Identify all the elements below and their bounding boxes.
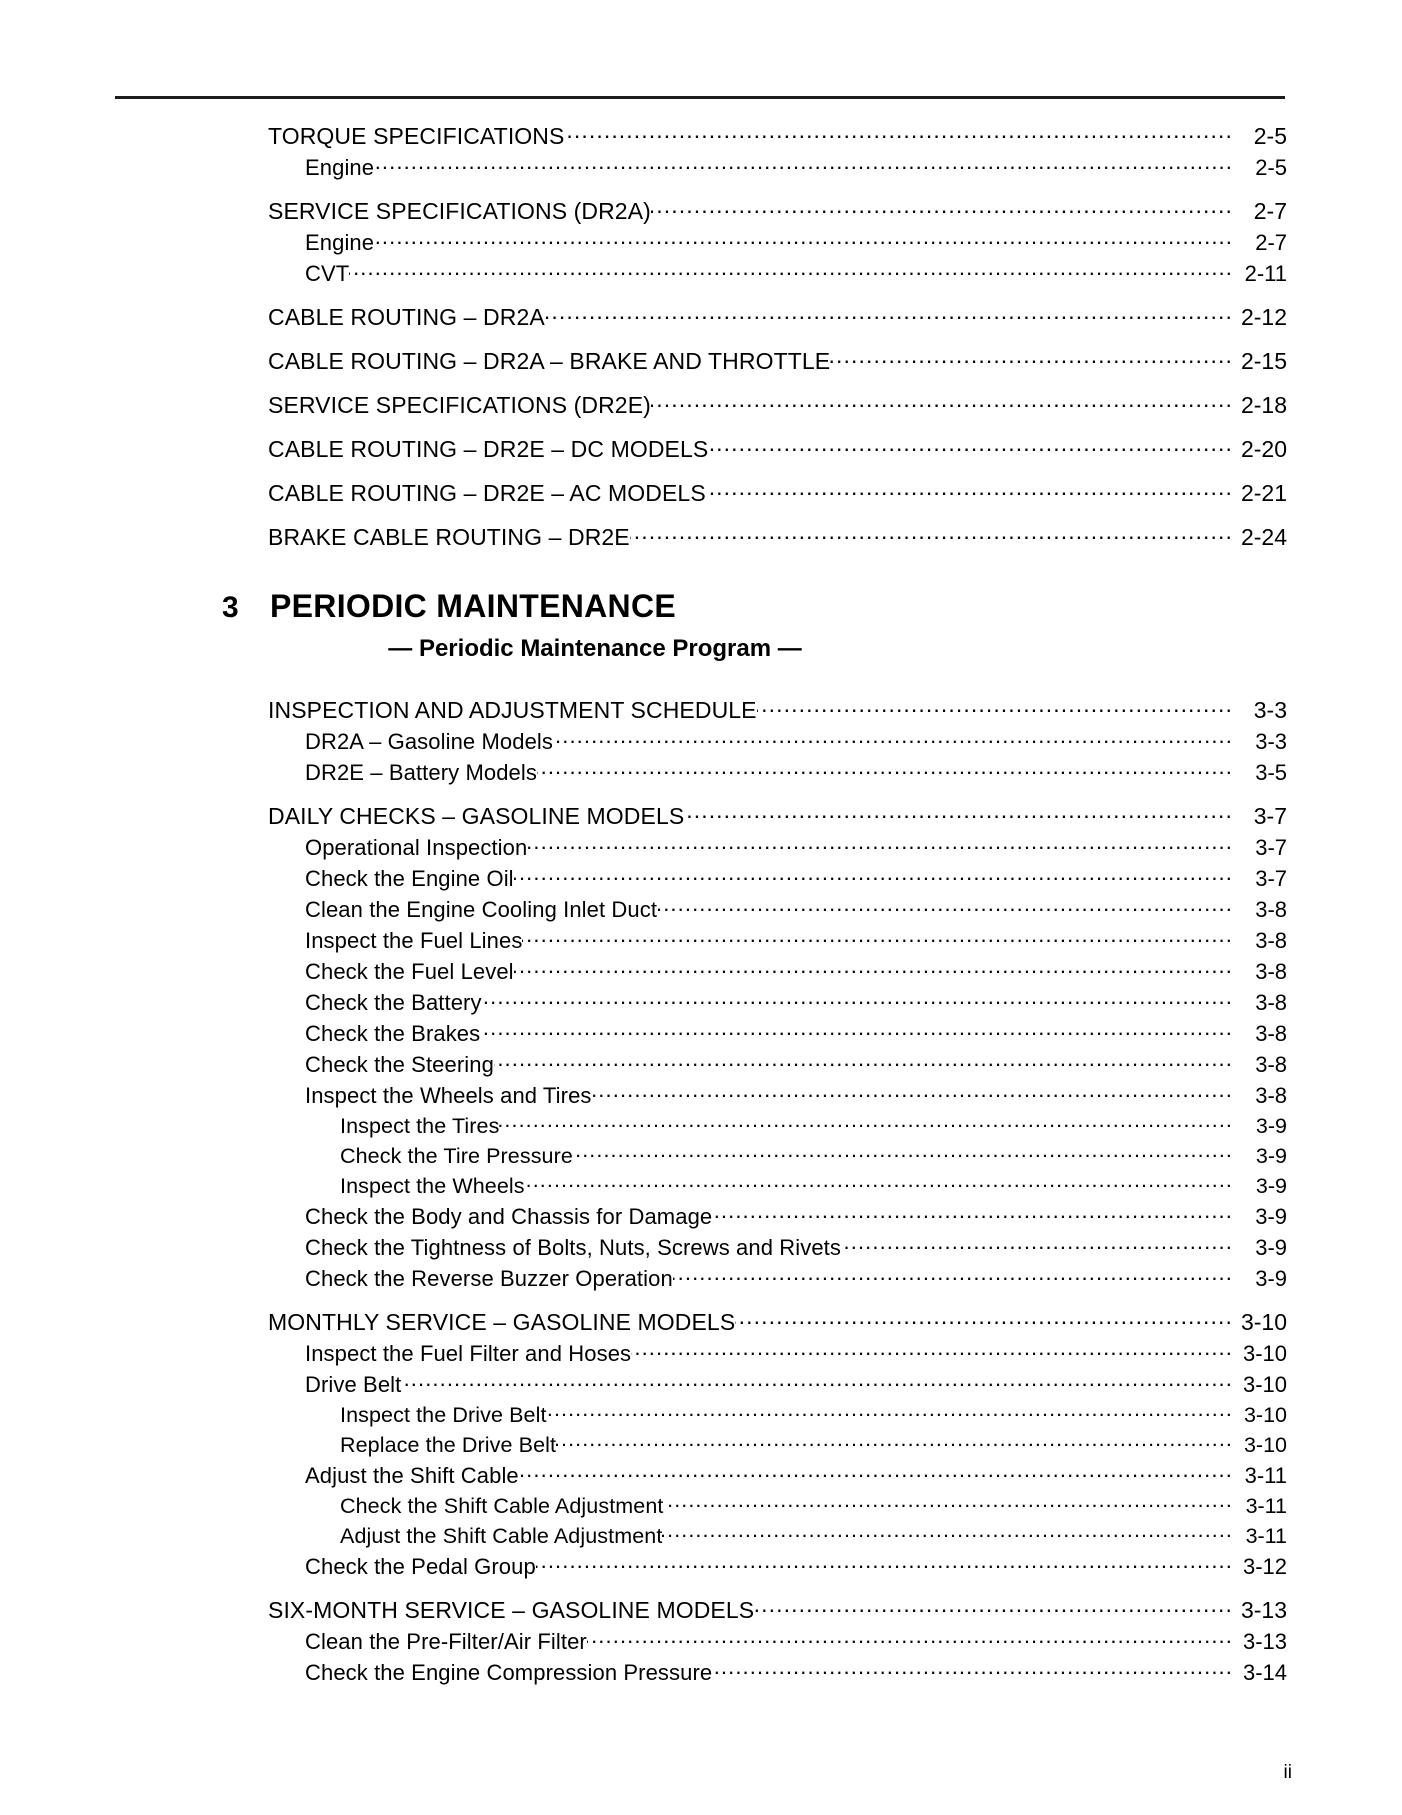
toc-entry-label: Clean the Pre-Filter/Air Filter [305, 1629, 587, 1654]
footer-page-number: ii [1283, 1762, 1292, 1783]
toc-entry-label: Check the Reverse Buzzer Operation [305, 1266, 673, 1291]
toc-entry-label: CABLE ROUTING – DR2E – AC MODELS [268, 480, 706, 506]
toc-entry-label: DR2A – Gasoline Models [305, 729, 553, 754]
toc-entry-label: Check the Engine Compression Pressure [305, 1660, 713, 1685]
toc-entry[interactable] [0, 198, 1402, 225]
toc-entry-label: BRAKE CABLE ROUTING – DR2E [268, 524, 630, 550]
toc-entry[interactable] [0, 835, 1402, 861]
header-rule [115, 96, 1285, 99]
toc-leader-dots [706, 485, 1233, 501]
toc-entry-page-number: 3-8 [1255, 897, 1287, 922]
toc-entry-label: Engine [305, 230, 375, 255]
toc-entry-page-number: 2-24 [1240, 524, 1287, 550]
toc-entry[interactable] [0, 959, 1402, 985]
toc-leader-dots [482, 994, 1233, 1010]
toc-leader-dots [480, 1025, 1233, 1041]
toc-entry-page-number: 3-3 [1253, 697, 1287, 723]
toc-entry-page-number: 2-11 [1244, 261, 1287, 286]
toc-entry-page-number: 3-5 [1255, 760, 1287, 785]
toc-entry[interactable] [0, 1052, 1402, 1078]
toc-entry[interactable] [0, 1629, 1402, 1655]
toc-leader-dots [537, 764, 1233, 780]
toc-entry-page-number: 3-12 [1242, 1554, 1287, 1579]
chapter-subtitle: — Periodic Maintenance Program — [388, 635, 802, 662]
toc-entry-label: DR2E – Battery Models [305, 760, 537, 785]
toc-leader-dots [592, 1087, 1233, 1103]
toc-entry[interactable] [0, 1463, 1402, 1489]
toc-entry[interactable] [0, 1372, 1402, 1398]
toc-entry-label: SIX-MONTH SERVICE – GASOLINE MODELS [268, 1597, 755, 1623]
toc-entry-page-number: 2-21 [1240, 480, 1287, 506]
toc-leader-dots [545, 309, 1233, 325]
toc-leader-dots [564, 128, 1233, 144]
toc-entry[interactable] [0, 1235, 1402, 1261]
toc-entry-label: Check the Engine Oil [305, 866, 514, 891]
toc-entry-page-number: 2-12 [1240, 304, 1287, 330]
toc-leader-dots [374, 159, 1233, 175]
toc-entry[interactable] [0, 803, 1402, 830]
toc-entry-page-number: 3-10 [1243, 1403, 1287, 1427]
toc-leader-dots [651, 397, 1233, 413]
toc-entry[interactable] [0, 1174, 1402, 1199]
toc-entry-label: Inspect the Fuel Filter and Hoses [305, 1341, 632, 1366]
toc-entry-page-number: 3-11 [1245, 1494, 1287, 1518]
toc-entry[interactable] [0, 1309, 1402, 1336]
toc-leader-dots [547, 1406, 1233, 1422]
toc-leader-dots [527, 839, 1233, 855]
toc-entry-page-number: 3-11 [1245, 1524, 1287, 1548]
chapter-number: 3 [222, 591, 239, 624]
toc-entry[interactable] [0, 1021, 1402, 1047]
toc-entry-label: CVT [305, 261, 350, 286]
toc-entry-page-number: 3-9 [1255, 1174, 1287, 1198]
toc-entry[interactable] [0, 261, 1402, 287]
toc-entry[interactable] [0, 1341, 1402, 1367]
toc-leader-dots [374, 234, 1233, 250]
table-of-contents [0, 118, 1402, 1686]
toc-entry-page-number: 3-8 [1255, 1083, 1287, 1108]
toc-entry[interactable] [0, 1554, 1402, 1580]
toc-leader-dots [657, 901, 1233, 917]
toc-entry[interactable] [0, 928, 1402, 954]
toc-leader-dots [664, 1497, 1234, 1513]
toc-entry-label: CABLE ROUTING – DR2A – BRAKE AND THROTTLE [268, 348, 831, 374]
toc-section-chapter-3 [0, 697, 1402, 1686]
toc-entry-page-number: 3-10 [1240, 1309, 1287, 1335]
toc-entry-page-number: 3-10 [1242, 1341, 1287, 1366]
toc-entry-label: CABLE ROUTING – DR2E – DC MODELS [268, 436, 709, 462]
toc-leader-dots [712, 1208, 1233, 1224]
toc-entry-page-number: 3-14 [1242, 1660, 1287, 1685]
toc-entry[interactable] [0, 1266, 1402, 1292]
toc-leader-dots [757, 702, 1233, 718]
toc-entry-page-number: 3-9 [1255, 1204, 1287, 1229]
toc-entry[interactable] [0, 348, 1402, 375]
chapter-heading-periodic-maintenance [0, 588, 1402, 683]
toc-entry[interactable] [0, 392, 1402, 419]
toc-entry-label: Check the Steering [305, 1052, 494, 1077]
toc-entry-label: CABLE ROUTING – DR2A [268, 304, 545, 330]
toc-leader-dots [684, 808, 1233, 824]
toc-leader-dots [841, 1239, 1233, 1255]
toc-entry[interactable] [0, 697, 1402, 724]
toc-entry-page-number: 2-5 [1255, 155, 1287, 180]
toc-entry-page-number: 3-8 [1255, 1021, 1287, 1046]
toc-entry-label: DAILY CHECKS – GASOLINE MODELS [268, 803, 685, 829]
toc-entry-page-number: 3-13 [1240, 1597, 1287, 1623]
toc-entry[interactable] [0, 1433, 1402, 1458]
toc-leader-dots [536, 1558, 1233, 1574]
toc-leader-dots [630, 529, 1233, 545]
toc-entry-page-number: 2-20 [1240, 436, 1287, 462]
toc-entry-label: Inspect the Fuel Lines [305, 928, 523, 953]
toc-leader-dots [494, 1056, 1233, 1072]
toc-entry-label: Check the Fuel Level [305, 959, 514, 984]
toc-entry-label: Check the Tightness of Bolts, Nuts, Screws and Rivets [305, 1235, 841, 1260]
toc-entry-label: Check the Battery [305, 990, 482, 1015]
toc-entry-label: Check the Pedal Group [305, 1554, 536, 1579]
toc-entry[interactable] [0, 990, 1402, 1016]
toc-leader-dots [519, 1467, 1233, 1483]
toc-leader-dots [712, 1664, 1233, 1680]
toc-entry[interactable] [0, 480, 1402, 507]
toc-entry-page-number: 3-3 [1255, 729, 1287, 754]
toc-entry[interactable] [0, 1204, 1402, 1230]
toc-entry-label: Replace the Drive Belt [340, 1433, 557, 1457]
toc-entry-page-number: 3-8 [1255, 1052, 1287, 1077]
toc-entry-page-number: 3-8 [1255, 928, 1287, 953]
toc-entry-page-number: 3-13 [1242, 1629, 1287, 1654]
toc-entry-label: Adjust the Shift Cable Adjustment [340, 1524, 663, 1548]
toc-entry[interactable] [0, 1114, 1402, 1139]
toc-entry[interactable] [0, 304, 1402, 331]
toc-entry[interactable] [0, 155, 1402, 181]
toc-entry-label: SERVICE SPECIFICATIONS (DR2E) [268, 392, 651, 418]
toc-leader-dots [499, 1117, 1233, 1133]
toc-leader-dots [522, 932, 1233, 948]
toc-entry-page-number: 3-9 [1255, 1114, 1287, 1138]
toc-entry-page-number: 3-8 [1255, 990, 1287, 1015]
toc-entry-label: MONTHLY SERVICE – GASOLINE MODELS [268, 1309, 736, 1335]
toc-leader-dots [708, 441, 1233, 457]
toc-entry-label: Inspect the Wheels and Tires [305, 1083, 592, 1108]
toc-entry-label: Operational Inspection [305, 835, 528, 860]
toc-entry[interactable] [0, 1660, 1402, 1686]
toc-entry[interactable] [0, 729, 1402, 755]
toc-entry[interactable] [0, 1524, 1402, 1549]
toc-leader-dots [349, 265, 1233, 281]
toc-entry-label: Check the Body and Chassis for Damage [305, 1204, 713, 1229]
toc-entry-label: Adjust the Shift Cable [305, 1463, 519, 1488]
toc-entry-page-number: 2-5 [1253, 123, 1287, 149]
toc-entry-page-number: 2-15 [1240, 348, 1287, 374]
toc-section-chapter-2 [0, 123, 1402, 551]
toc-entry-page-number: 3-7 [1255, 866, 1287, 891]
toc-entry-label: Drive Belt [305, 1372, 402, 1397]
toc-leader-dots [735, 1314, 1233, 1330]
toc-entry[interactable] [0, 436, 1402, 463]
toc-entry-page-number: 3-11 [1244, 1463, 1287, 1488]
toc-entry-page-number: 3-8 [1255, 959, 1287, 984]
toc-entry-page-number: 3-10 [1242, 1372, 1287, 1397]
toc-leader-dots [631, 1345, 1233, 1361]
toc-entry[interactable] [0, 1083, 1402, 1109]
toc-entry-page-number: 3-7 [1253, 803, 1287, 829]
toc-entry-page-number: 2-7 [1255, 230, 1287, 255]
toc-entry-label: Clean the Engine Cooling Inlet Duct [305, 897, 658, 922]
toc-leader-dots [830, 353, 1233, 369]
toc-leader-dots [573, 1147, 1233, 1163]
toc-entry-label: Check the Brakes [305, 1021, 481, 1046]
toc-entry-label: Engine [305, 155, 375, 180]
toc-entry[interactable] [0, 1597, 1402, 1624]
toc-entry-label: TORQUE SPECIFICATIONS [268, 123, 565, 149]
toc-entry-label: INSPECTION AND ADJUSTMENT SCHEDULE [268, 697, 757, 723]
toc-leader-dots [556, 1436, 1233, 1452]
toc-leader-dots [514, 963, 1233, 979]
toc-entry-page-number: 3-9 [1255, 1266, 1287, 1291]
toc-entry[interactable] [0, 230, 1402, 256]
toc-entry[interactable] [0, 1403, 1402, 1428]
toc-entry-page-number: 2-7 [1253, 198, 1287, 224]
toc-leader-dots [553, 733, 1233, 749]
toc-entry[interactable] [0, 524, 1402, 551]
toc-entry-page-number: 3-10 [1243, 1433, 1287, 1457]
toc-entry[interactable] [0, 1494, 1402, 1519]
toc-entry[interactable] [0, 1144, 1402, 1169]
toc-leader-dots [514, 870, 1233, 886]
toc-entry[interactable] [0, 866, 1402, 892]
toc-entry-label: Inspect the Wheels [340, 1174, 525, 1198]
toc-entry-page-number: 2-18 [1240, 392, 1287, 418]
toc-entry[interactable] [0, 123, 1402, 150]
toc-entry-page-number: 3-9 [1255, 1235, 1287, 1260]
toc-entry[interactable] [0, 760, 1402, 786]
toc-leader-dots [587, 1633, 1233, 1649]
toc-leader-dots [651, 203, 1233, 219]
toc-entry-label: SERVICE SPECIFICATIONS (DR2A) [268, 198, 651, 224]
toc-entry-label: Check the Tire Pressure [340, 1144, 573, 1168]
toc-entry-label: Inspect the Tires [340, 1114, 500, 1138]
toc-leader-dots [673, 1270, 1233, 1286]
chapter-title: PERIODIC MAINTENANCE [270, 588, 677, 624]
toc-leader-dots [662, 1527, 1233, 1543]
toc-leader-dots [401, 1376, 1233, 1392]
toc-entry-label: Inspect the Drive Belt [340, 1403, 547, 1427]
toc-entry-page-number: 3-9 [1255, 1144, 1287, 1168]
toc-leader-dots [754, 1602, 1233, 1618]
toc-leader-dots [525, 1177, 1233, 1193]
toc-entry[interactable] [0, 897, 1402, 923]
toc-entry-label: Check the Shift Cable Adjustment [340, 1494, 664, 1518]
toc-entry-page-number: 3-7 [1255, 835, 1287, 860]
